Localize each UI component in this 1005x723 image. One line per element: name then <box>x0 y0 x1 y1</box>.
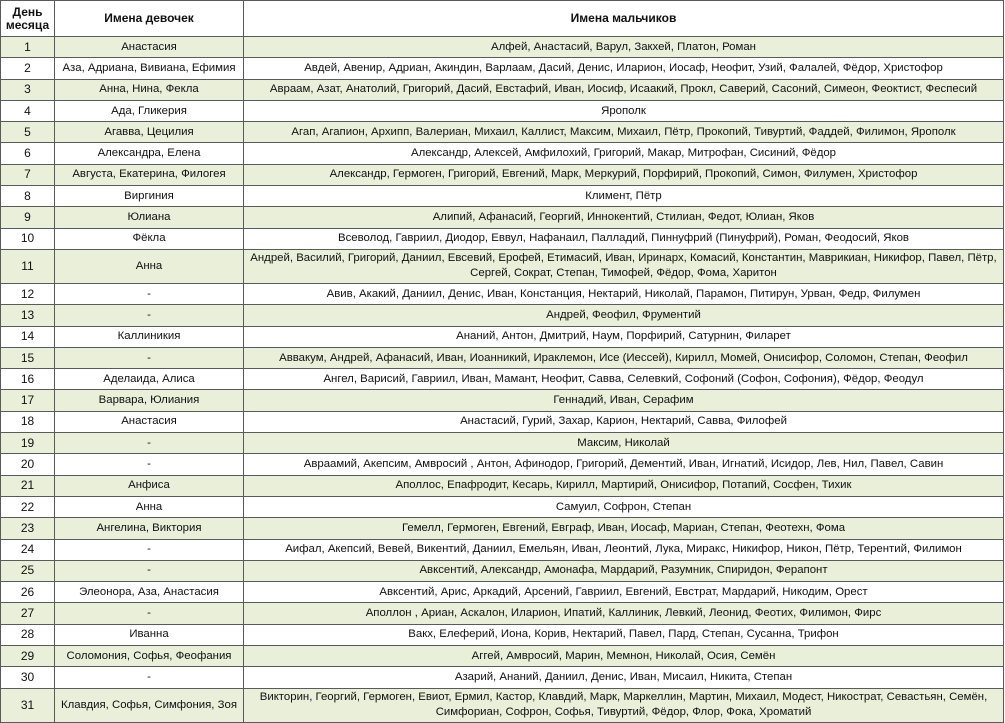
boys-names-cell: Агап, Агапион, Архипп, Валериан, Михаил, Каллист, Максим, Михаил, Пётр, Прокопий, Тивуртий, Фаддей, Филимон, Ярополк <box>244 122 1004 143</box>
table-row <box>1 347 1004 368</box>
boys-names-cell: Аполлон , Ариан, Аскалон, Иларион, Ипатий, Каллиник, Левкий, Леонид, Феотих, Филимон, Фирс <box>244 603 1004 624</box>
boys-names-cell: Аифал, Акепсий, Вевей, Викентий, Даниил, Емельян, Иван, Леонтий, Лука, Миракс, Никифор, Никон, Пётр, Терентий, Филимон <box>244 539 1004 560</box>
table-row <box>1 228 1004 249</box>
girls-names-cell: Ангелина, Виктория <box>55 518 244 539</box>
boys-names-cell: Максим, Николай <box>244 433 1004 454</box>
boys-names-cell: Авксентий, Александр, Амонафа, Мардарий, Разумник, Спиридон, Ферапонт <box>244 560 1004 581</box>
table-body <box>1 37 1004 723</box>
girls-names-cell: - <box>55 667 244 688</box>
girls-names-cell: Августа, Екатерина, Филогея <box>55 164 244 185</box>
boys-names-cell: Авраам, Азат, Анатолий, Григорий, Дасий, Евстафий, Иван, Иосиф, Исаакий, Прокл, Саверий, Сасоний, Симеон, Феоктист, Феспесий <box>244 79 1004 100</box>
table-row <box>1 560 1004 581</box>
day-cell: 22 <box>1 496 55 517</box>
girls-names-cell: Элеонора, Аза, Анастасия <box>55 582 244 603</box>
girls-names-cell: - <box>55 347 244 368</box>
girls-names-cell: Фёкла <box>55 228 244 249</box>
table-row <box>1 454 1004 475</box>
girls-names-cell: Александра, Елена <box>55 143 244 164</box>
table-row <box>1 186 1004 207</box>
boys-names-cell: Алфей, Анастасий, Варул, Закхей, Платон, Роман <box>244 37 1004 58</box>
day-cell: 6 <box>1 143 55 164</box>
table-row <box>1 369 1004 390</box>
header-girls: Имена девочек <box>55 1 244 37</box>
boys-names-cell: Вакх, Елеферий, Иона, Корив, Нектарий, Павел, Пард, Степан, Сусанна, Трифон <box>244 624 1004 645</box>
day-cell: 18 <box>1 411 55 432</box>
table-row <box>1 305 1004 326</box>
boys-names-cell: Аполлос, Епафродит, Кесарь, Кирилл, Мартирий, Онисифор, Потапий, Сосфен, Тихик <box>244 475 1004 496</box>
table-row <box>1 411 1004 432</box>
table-row <box>1 37 1004 58</box>
table-row <box>1 518 1004 539</box>
table-row <box>1 624 1004 645</box>
table-row <box>1 667 1004 688</box>
boys-names-cell: Азарий, Ананий, Даниил, Денис, Иван, Мисаил, Никита, Степан <box>244 667 1004 688</box>
table-row <box>1 58 1004 79</box>
day-cell: 30 <box>1 667 55 688</box>
day-cell: 2 <box>1 58 55 79</box>
day-cell: 7 <box>1 164 55 185</box>
table-row <box>1 143 1004 164</box>
day-cell: 27 <box>1 603 55 624</box>
girls-names-cell: Каллиникия <box>55 326 244 347</box>
day-cell: 28 <box>1 624 55 645</box>
girls-names-cell: Юлиана <box>55 207 244 228</box>
table-row <box>1 79 1004 100</box>
day-cell: 11 <box>1 249 55 283</box>
day-cell: 23 <box>1 518 55 539</box>
day-cell: 31 <box>1 688 55 722</box>
day-cell: 20 <box>1 454 55 475</box>
day-cell: 1 <box>1 37 55 58</box>
girls-names-cell: - <box>55 539 244 560</box>
table-row <box>1 582 1004 603</box>
boys-names-cell: Аггей, Амвросий, Марин, Мемнон, Николай, Осия, Семён <box>244 646 1004 667</box>
boys-names-cell: Авив, Акакий, Даниил, Денис, Иван, Констанция, Нектарий, Николай, Парамон, Питирун, Урван, Федр, Филумен <box>244 283 1004 304</box>
day-cell: 25 <box>1 560 55 581</box>
day-cell: 13 <box>1 305 55 326</box>
girls-names-cell: Соломония, Софья, Феофания <box>55 646 244 667</box>
boys-names-cell: Геннадий, Иван, Серафим <box>244 390 1004 411</box>
table-row <box>1 646 1004 667</box>
table-row <box>1 122 1004 143</box>
girls-names-cell: Агавва, Цецилия <box>55 122 244 143</box>
table-row <box>1 249 1004 283</box>
girls-names-cell: - <box>55 454 244 475</box>
girls-names-cell: Анастасия <box>55 37 244 58</box>
table-row <box>1 326 1004 347</box>
day-cell: 8 <box>1 186 55 207</box>
day-cell: 21 <box>1 475 55 496</box>
header-day: День месяца <box>1 1 55 37</box>
day-cell: 9 <box>1 207 55 228</box>
boys-names-cell: Аввакум, Андрей, Афанасий, Иван, Иоанникий, Ираклемон, Исе (Иессей), Кирилл, Момей, Онисифор, Соломон, Степан, Феофил <box>244 347 1004 368</box>
boys-names-cell: Климент, Пётр <box>244 186 1004 207</box>
girls-names-cell: - <box>55 433 244 454</box>
boys-names-cell: Авксентий, Арис, Аркадий, Арсений, Гавриил, Евгений, Евстрат, Мардарий, Никодим, Орест <box>244 582 1004 603</box>
table-row <box>1 433 1004 454</box>
day-cell: 3 <box>1 79 55 100</box>
girls-names-cell: Аза, Адриана, Вивиана, Ефимия <box>55 58 244 79</box>
table-row <box>1 283 1004 304</box>
table-row <box>1 475 1004 496</box>
girls-names-cell: Анна <box>55 249 244 283</box>
girls-names-cell: Аделаида, Алиса <box>55 369 244 390</box>
boys-names-cell: Викторин, Георгий, Гермоген, Евиот, Ермил, Кастор, Клавдий, Марк, Маркеллин, Мартин, Михаил, Модест, Никострат, Севастьян, Семён, Симфориан, Софрон, Софья, Тивуртий, Фёдор, Флор, Фока, Хроматий <box>244 688 1004 722</box>
boys-names-cell: Анастасий, Гурий, Захар, Карион, Нектарий, Савва, Филофей <box>244 411 1004 432</box>
girls-names-cell: Виргиния <box>55 186 244 207</box>
table-row <box>1 603 1004 624</box>
table-row <box>1 496 1004 517</box>
girls-names-cell: Иванна <box>55 624 244 645</box>
day-cell: 4 <box>1 100 55 121</box>
table-row <box>1 164 1004 185</box>
boys-names-cell: Ярополк <box>244 100 1004 121</box>
girls-names-cell: - <box>55 283 244 304</box>
boys-names-cell: Ангел, Варисий, Гавриил, Иван, Мамант, Неофит, Савва, Селевкий, Софоний (Софон, Софония), Фёдор, Феодул <box>244 369 1004 390</box>
boys-names-cell: Ананий, Антон, Дмитрий, Наум, Порфирий, Сатурнин, Филарет <box>244 326 1004 347</box>
day-cell: 24 <box>1 539 55 560</box>
day-cell: 17 <box>1 390 55 411</box>
table-row <box>1 539 1004 560</box>
boys-names-cell: Самуил, Софрон, Степан <box>244 496 1004 517</box>
boys-names-cell: Авдей, Авенир, Адриан, Акиндин, Варлаам, Дасий, Денис, Иларион, Иосаф, Неофит, Узий, Фалалей, Фёдор, Христофор <box>244 58 1004 79</box>
boys-names-cell: Андрей, Василий, Григорий, Даниил, Евсевий, Ерофей, Етимасий, Иван, Иринарх, Комасий, Константин, Маврикиан, Никифор, Павел, Пётр, Сергей, Сократ, Степан, Тимофей, Фёдор, Фома, Харитон <box>244 249 1004 283</box>
day-cell: 26 <box>1 582 55 603</box>
girls-names-cell: - <box>55 560 244 581</box>
girls-names-cell: Варвара, Юлиания <box>55 390 244 411</box>
day-cell: 29 <box>1 646 55 667</box>
girls-names-cell: - <box>55 603 244 624</box>
table-row <box>1 390 1004 411</box>
girls-names-cell: - <box>55 305 244 326</box>
table-row <box>1 207 1004 228</box>
day-cell: 14 <box>1 326 55 347</box>
day-cell: 5 <box>1 122 55 143</box>
boys-names-cell: Андрей, Феофил, Фрументий <box>244 305 1004 326</box>
boys-names-cell: Всеволод, Гавриил, Диодор, Еввул, Нафанаил, Палладий, Пиннуфрий (Пинуфрий), Роман, Феодосий, Яков <box>244 228 1004 249</box>
day-cell: 19 <box>1 433 55 454</box>
day-cell: 12 <box>1 283 55 304</box>
boys-names-cell: Александр, Гермоген, Григорий, Евгений, Марк, Меркурий, Порфирий, Прокопий, Симон, Филумен, Христофор <box>244 164 1004 185</box>
boys-names-cell: Гемелл, Гермоген, Евгений, Евграф, Иван, Иосаф, Мариан, Степан, Феотехн, Фома <box>244 518 1004 539</box>
girls-names-cell: Клавдия, Софья, Симфония, Зоя <box>55 688 244 722</box>
day-cell: 15 <box>1 347 55 368</box>
girls-names-cell: Анастасия <box>55 411 244 432</box>
boys-names-cell: Александр, Алексей, Амфилохий, Григорий, Макар, Митрофан, Сисиний, Фёдор <box>244 143 1004 164</box>
header-boys: Имена мальчиков <box>244 1 1004 37</box>
day-cell: 10 <box>1 228 55 249</box>
girls-names-cell: Ада, Гликерия <box>55 100 244 121</box>
girls-names-cell: Анфиса <box>55 475 244 496</box>
girls-names-cell: Анна, Нина, Фекла <box>55 79 244 100</box>
table-row <box>1 688 1004 722</box>
girls-names-cell: Анна <box>55 496 244 517</box>
table-row <box>1 100 1004 121</box>
boys-names-cell: Авраамий, Акепсим, Амвросий , Антон, Афинодор, Григорий, Дементий, Иван, Игнатий, Исидор, Лев, Нил, Павел, Савин <box>244 454 1004 475</box>
day-cell: 16 <box>1 369 55 390</box>
header-row <box>1 1 1004 37</box>
boys-names-cell: Алипий, Афанасий, Георгий, Иннокентий, Стилиан, Федот, Юлиан, Яков <box>244 207 1004 228</box>
